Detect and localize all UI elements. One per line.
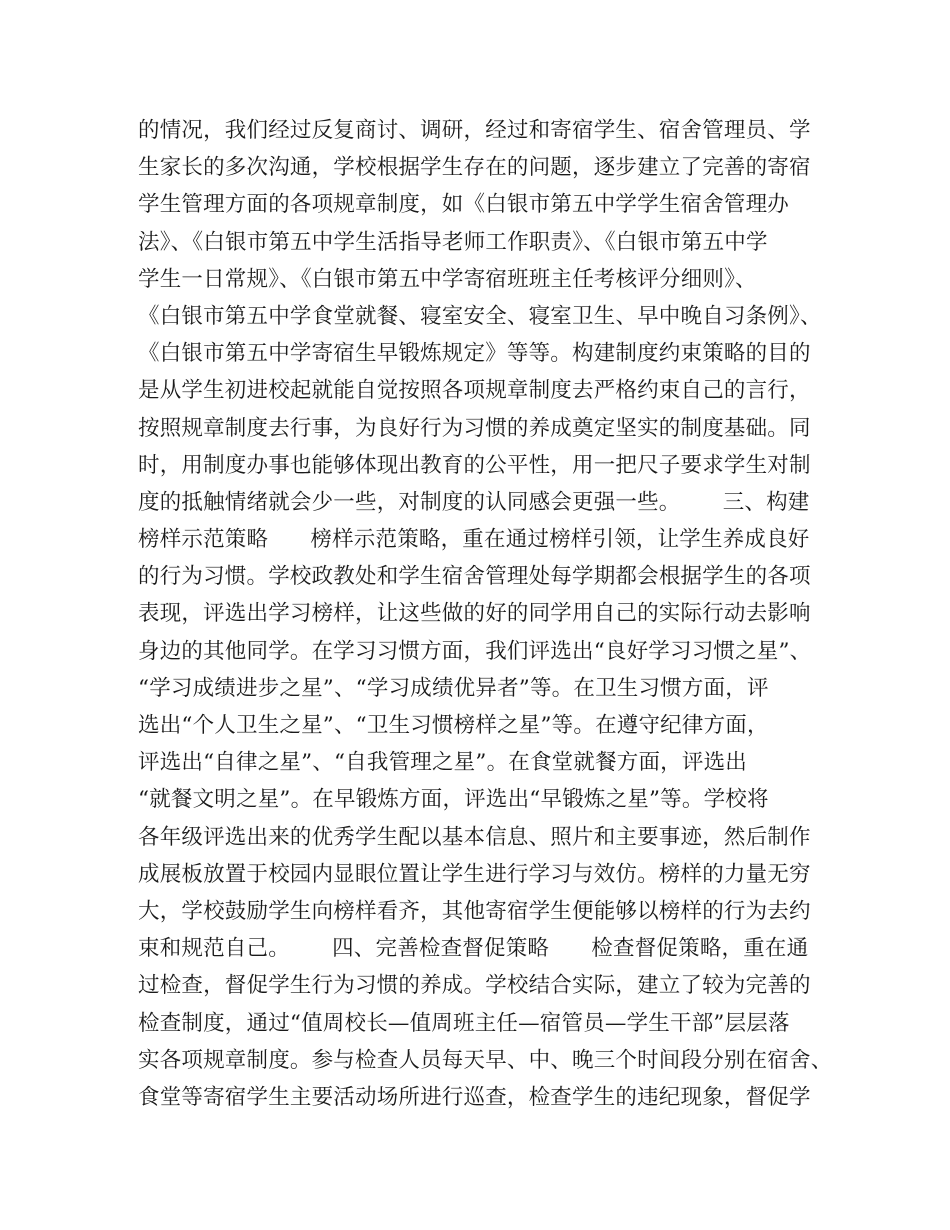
text-line: “学习成绩进步之星”、“学习成绩优异者”等。在卫生习惯方面，评 — [138, 675, 769, 701]
text-line: 选出“个人卫生之星”、“卫生习惯榜样之星”等。在遵守纪律方面， — [138, 713, 769, 738]
text-line: 时，用制度办事也能够体现出教育的公平性，用一把尺子要求学生对制 — [138, 452, 811, 478]
text-line: 检查制度，通过“值周校长—值周班主任—宿管员—学生干部”层层落 — [138, 1010, 790, 1036]
text-line: 按照规章制度去行事，为良好行为习惯的养成奠定坚实的制度基础。同 — [138, 415, 811, 441]
text-line: 实各项规章制度。参与检查人员每天早、中、晚三个时间段分别在宿舍、 — [138, 1047, 833, 1073]
text-line: 度的抵触情绪就会少一些，对制度的认同感会更强一些。 三、构建 — [138, 489, 810, 515]
text-line: 学生管理方面的各项规章制度，如《白银市第五中学学生宿舍管理办 — [138, 192, 790, 218]
text-line: 身边的其他同学。在学习习惯方面，我们评选出“良好学习习惯之星”、 — [138, 638, 812, 664]
text-line: 食堂等寄宿学生主要活动场所进行巡查，检查学生的违纪现象，督促学 — [138, 1084, 811, 1110]
text-line: 的行为习惯。学校政教处和学生宿舍管理处每学期都会根据学生的各项 — [138, 564, 811, 590]
text-line: 生家长的多次沟通，学校根据学生存在的问题，逐步建立了完善的寄宿 — [138, 155, 811, 181]
text-line: 成展板放置于校园内显眼位置让学生进行学习与效仿。榜样的力量无穷 — [138, 861, 811, 887]
text-line: 法》、《白银市第五中学生活指导老师工作职责》、《白银市第五中学 — [138, 229, 768, 255]
text-line: 榜样示范策略 榜样示范策略，重在通过榜样引领，让学生养成良好 — [138, 527, 810, 553]
text-line: 大，学校鼓励学生向榜样看齐，其他寄宿学生便能够以榜样的行为去约 — [138, 898, 811, 924]
body-text — [138, 112, 838, 1116]
text-line: 的情况，我们经过反复商讨、调研，经过和寄宿学生、宿舍管理员、学 — [138, 118, 811, 143]
text-line: 各年级评选出来的优秀学生配以基本信息、照片和主要事迹，然后制作 — [138, 824, 811, 850]
text-line: 《白银市第五中学食堂就餐、寝室安全、寝室卫生、早中晚自习条例》、 — [138, 303, 822, 329]
text-line: 评选出“自律之星”、“自我管理之星”。在食堂就餐方面，评选出 — [138, 750, 747, 776]
text-line: 是从学生初进校起就能自觉按照各项规章制度去严格约束自己的言行， — [138, 378, 811, 404]
text-line: 过检查，督促学生行为习惯的养成。学校结合实际，建立了较为完善的 — [138, 973, 811, 999]
text-line: 《白银市第五中学寄宿生早锻炼规定》等等。构建制度约束策略的目的 — [138, 341, 811, 367]
text-line: 束和规范自己。 四、完善检查督促策略 检查督促策略，重在通 — [138, 936, 809, 962]
text-line: 学生一日常规》、《白银市第五中学寄宿班班主任考核评分细则》、 — [138, 266, 757, 292]
text-line: “就餐文明之星”。在早锻炼方面，评选出“早锻炼之星”等。学校将 — [138, 787, 769, 813]
text-line: 表现，评选出学习榜样，让这些做的好的同学用自己的实际行动去影响 — [138, 601, 811, 627]
